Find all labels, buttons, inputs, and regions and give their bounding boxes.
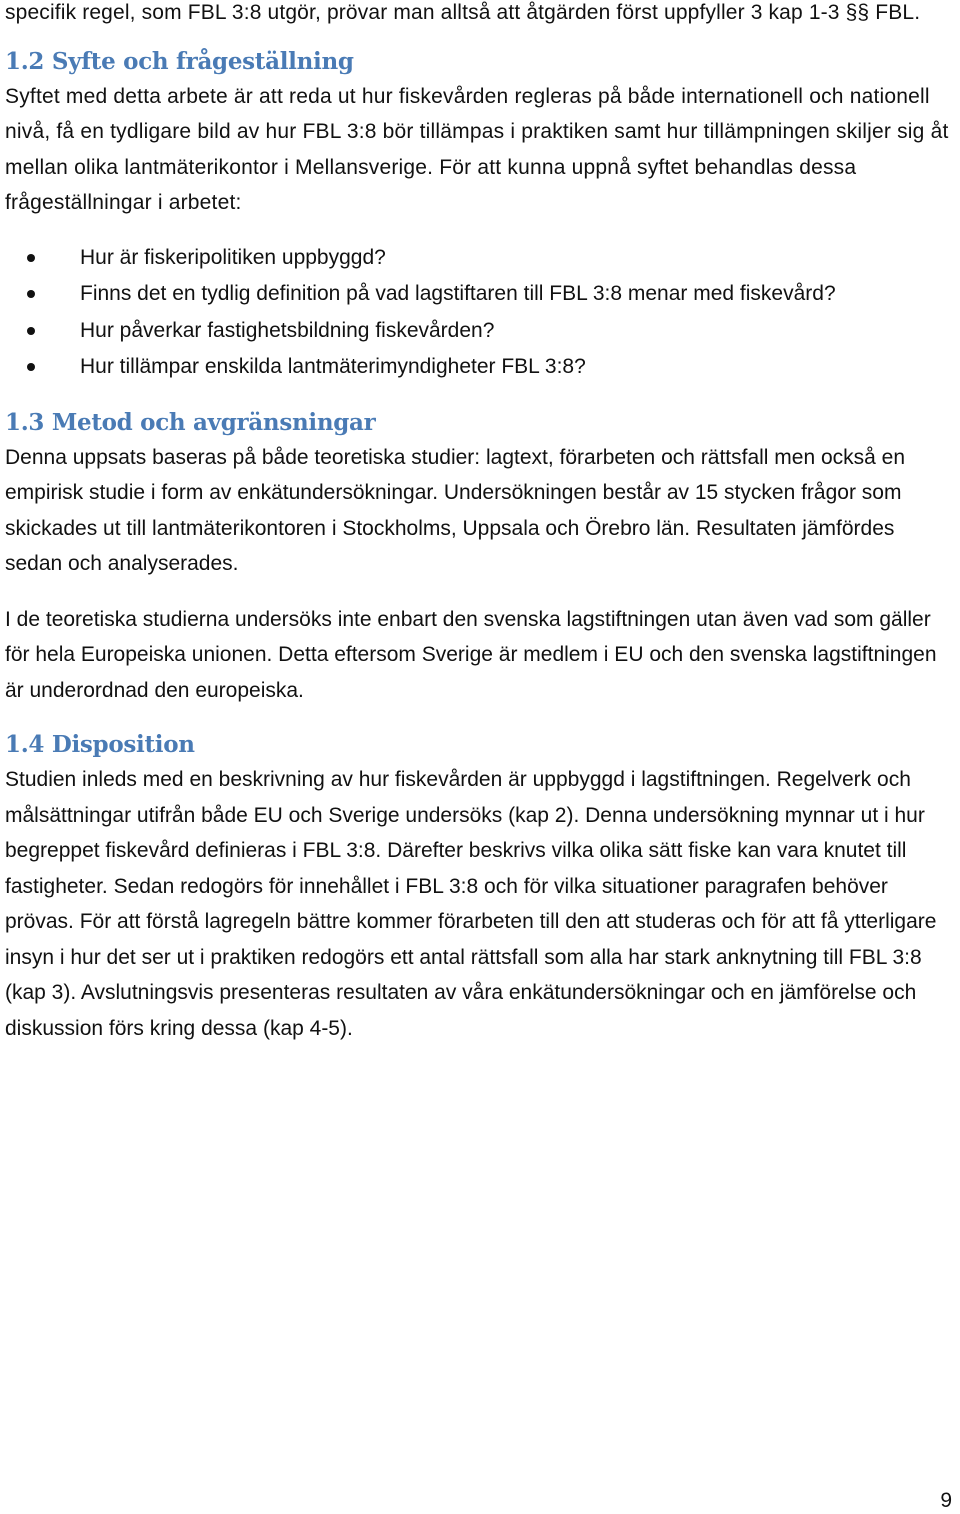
section-paragraph-metod-2: I de teoretiska studierna undersöks inte enbart den svenska lagstiftningen utan även vad som gäller för hela Europeiska unionen. Detta eftersom Sverige är medlem i EU och den svenska lagstiftningen är underordnad den europeiska. xyxy=(5,607,937,702)
section-paragraph-disposition: Studien inleds med en beskrivning av hur fiskevården är uppbyggd i lagstiftningen. Regelverk och målsättningar utifrån både EU och Sverige undersöks (kap 2). Denna undersökning mynnar ut i hur begreppet fiskevård definieras i FBL 3:8. Därefter beskrivs vilka olika sätt fiske kan vara knutet till fastigheter. Sedan redogörs för innehållet i FBL 3:8 och för vilka situationer paragrafen behöver prövas. För att förstå lagregeln bättre kommer förarbeten till den att studeras och för att få ytterligare insyn i hur det ser ut i praktiken redogörs ett antal rättsfall som alla har stark anknytning till FBL 3:8 (kap 3). Avslutningsvis presenteras resultaten av våra enkätundersökningar och en jämförelse och diskussion förs kring dessa (kap 4-5). xyxy=(5,768,937,1040)
section-heading-syfte: 1.2 Syfte och frågeställning xyxy=(5,47,354,75)
list-item xyxy=(5,240,955,277)
list-item xyxy=(5,276,955,313)
bullet-icon xyxy=(27,254,35,262)
section-heading-metod: 1.3 Metod och avgränsningar xyxy=(5,408,376,436)
list-item xyxy=(5,349,955,386)
list-item-text: Hur tillämpar enskilda lantmäterimyndigheter FBL 3:8? xyxy=(80,355,586,378)
list-item-text: Hur är fiskeripolitiken uppbyggd? xyxy=(80,245,386,269)
research-questions-list xyxy=(5,240,955,386)
bullet-icon xyxy=(27,363,35,371)
document-page xyxy=(5,0,955,1046)
list-item-text: Finns det en tydlig definition på vad lagstiftaren till FBL 3:8 menar med fiskevård? xyxy=(80,282,836,305)
list-item xyxy=(5,313,955,350)
section-heading-disposition: 1.4 Disposition xyxy=(5,731,195,758)
list-item-text: Hur påverkar fastighetsbildning fiskevården? xyxy=(80,318,495,342)
bullet-icon xyxy=(27,290,35,298)
bullet-icon xyxy=(27,327,35,335)
intro-continuation: specifik regel, som FBL 3:8 utgör, prövar man alltså att åtgärden först uppfyller 3 kap 1-3 §§ FBL. xyxy=(5,1,921,24)
page-number: 9 xyxy=(940,1489,952,1512)
section-paragraph-syfte: Syftet med detta arbete är att reda ut hur fiskevården regleras på både internationell och nationell nivå, få en tydligare bild av hur FBL 3:8 bör tillämpas i praktiken samt hur tillämpningen skiljer sig åt mellan olika lantmäterikontor i Mellansverige. För att kunna uppnå syftet behandlas dessa frågeställningar i arbetet: xyxy=(5,84,949,214)
section-paragraph-metod-1: Denna uppsats baseras på både teoretiska studier: lagtext, förarbeten och rättsfall men också en empirisk studie i form av enkätundersökningar. Undersökningen består av 15 stycken frågor som skickades ut till lantmäterikontoren i Stockholms, Uppsala och Örebro län. Resultaten jämfördes sedan och analyserades. xyxy=(5,445,906,575)
